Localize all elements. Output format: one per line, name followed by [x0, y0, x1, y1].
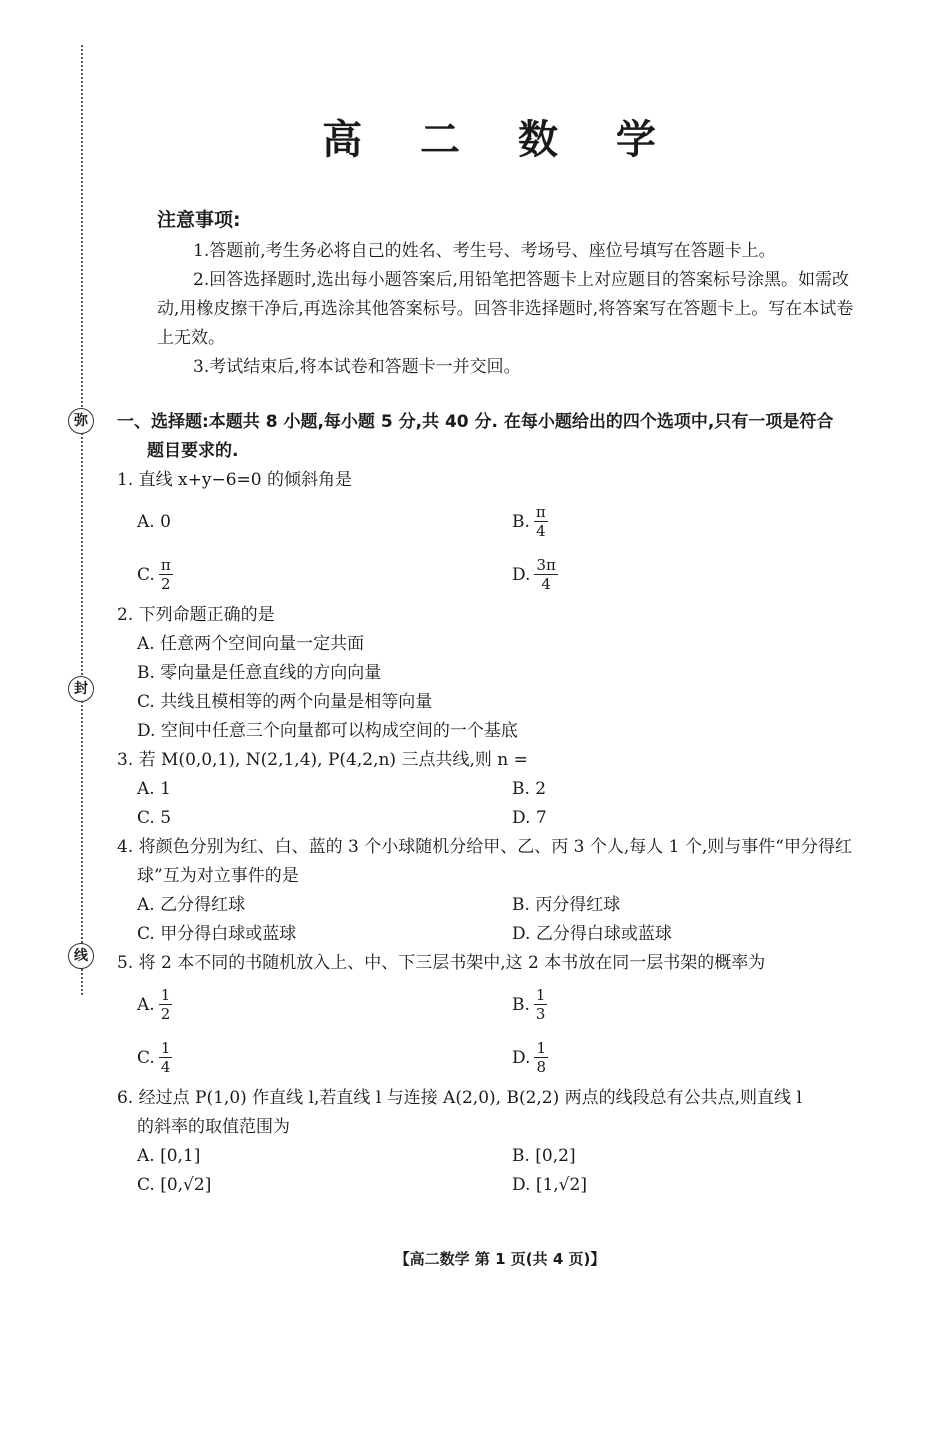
- fraction: [534, 986, 548, 1023]
- q3-option-c: C. 5: [137, 808, 172, 828]
- q6-option-d: D. [1,√2]: [512, 1175, 587, 1195]
- q2-option-c: C. 共线且模相等的两个向量是相等向量: [137, 692, 433, 712]
- q4-option-a: A. 乙分得红球: [137, 895, 246, 915]
- q3-option-a: A. 1: [137, 779, 171, 799]
- notice-item-3: 3.考试结束后,将本试卷和答题卡一并交回。: [193, 357, 521, 377]
- numerator: 1: [535, 986, 546, 1004]
- option-label: D.: [512, 1047, 531, 1068]
- q6-option-b: B. [0,2]: [512, 1146, 576, 1166]
- questions-area: [117, 408, 887, 1200]
- denominator: 8: [536, 1058, 546, 1076]
- section-heading-text: 一、选择题:本题共 8 小题,每小题 5 分,共 40 分. 在每小题给出的四个选项中,只有一项是符合: [117, 412, 834, 432]
- binding-dotted-line: [81, 45, 83, 995]
- option-label: B.: [512, 511, 530, 532]
- page-footer: 【高二数学 第 1 页(共 4 页)】: [394, 1250, 606, 1268]
- denominator: 2: [160, 1005, 171, 1023]
- question-3: 3. 若 M(0,0,1), N(2,1,4), P(4,2,n) 三点共线,则 n =: [117, 750, 528, 770]
- numerator: 1: [160, 986, 171, 1004]
- q5-option-d: [512, 1039, 887, 1076]
- question-2: 2. 下列命题正确的是: [117, 605, 275, 625]
- q2-option-a: A. 任意两个空间向量一定共面: [137, 634, 365, 654]
- q4-option-c: C. 甲分得白球或蓝球: [137, 924, 297, 944]
- option-label: D.: [512, 564, 531, 585]
- seal-feng: 封: [68, 676, 94, 702]
- q6-option-c: C. [0,√2]: [137, 1175, 212, 1195]
- page-title: 高 二 数 学: [322, 117, 678, 163]
- q1-option-a: [137, 512, 512, 532]
- numerator: 1: [160, 1039, 171, 1057]
- notice-item-2: 2.回答选择题时,选出每小题答案后,用铅笔把答题卡上对应题目的答案标号涂黑。如需改动,用橡皮擦干净后,再选涂其他答案标号。回答非选择题时,将答案写在答题卡上。写在本试卷上无效。: [157, 270, 854, 348]
- q3-option-b: B. 2: [512, 779, 547, 799]
- fraction: [534, 503, 548, 540]
- numerator: π: [535, 503, 546, 521]
- question-1: 1. 直线 x+y−6=0 的倾斜角是: [117, 470, 352, 490]
- option-label: B.: [512, 994, 530, 1015]
- section-heading-cont: 题目要求的.: [147, 441, 239, 461]
- denominator: 3: [535, 1005, 546, 1023]
- seal-mi: 弥: [68, 408, 94, 434]
- numerator: π: [160, 556, 171, 574]
- notice-block: [157, 206, 857, 382]
- question-4-cont: 球”互为对立事件的是: [137, 866, 299, 886]
- question-6: 6. 经过点 P(1,0) 作直线 l,若直线 l 与连接 A(2,0), B(2,2) 两点的线段总有公共点,则直线 l: [117, 1088, 802, 1108]
- notice-item-1: 1.答题前,考生务必将自己的姓名、考生号、考场号、座位号填写在答题卡上。: [193, 241, 776, 261]
- section-heading: [117, 408, 887, 466]
- option-label: A.: [137, 994, 155, 1015]
- option-label: C.: [137, 564, 155, 585]
- q3-option-d: D. 7: [512, 808, 547, 828]
- denominator: 4: [541, 575, 551, 593]
- fraction: [534, 556, 557, 593]
- q1-option-c: [137, 556, 512, 593]
- q5-option-b: [512, 986, 887, 1023]
- question-4: 4. 将颜色分别为红、白、蓝的 3 个小球随机分给甲、乙、丙 3 个人,每人 1 个,则与事件“甲分得红: [117, 837, 852, 857]
- seal-xian: 线: [68, 943, 94, 969]
- q4-option-b: B. 丙分得红球: [512, 895, 621, 915]
- q5-option-a: [137, 986, 512, 1023]
- q1-option-b: [512, 503, 887, 540]
- option-label: C.: [137, 1047, 155, 1068]
- q6-option-a: A. [0,1]: [137, 1146, 201, 1166]
- q5-option-c: [137, 1039, 512, 1076]
- fraction: [159, 986, 173, 1023]
- notice-heading: 注意事项:: [157, 209, 241, 231]
- q4-option-d: D. 乙分得白球或蓝球: [512, 924, 672, 944]
- denominator: 2: [160, 575, 171, 593]
- q2-option-b: B. 零向量是任意直线的方向向量: [137, 663, 382, 683]
- numerator: 1: [536, 1039, 546, 1057]
- denominator: 4: [536, 522, 546, 540]
- fraction: [534, 1039, 548, 1076]
- numerator: 3π: [536, 556, 556, 574]
- fraction: [159, 1039, 173, 1076]
- question-6-cont: 的斜率的取值范围为: [137, 1117, 290, 1137]
- q2-option-d: D. 空间中任意三个向量都可以构成空间的一个基底: [137, 721, 518, 741]
- q1-option-d: [512, 556, 887, 593]
- denominator: 4: [160, 1058, 171, 1076]
- question-5: 5. 将 2 本不同的书随机放入上、中、下三层书架中,这 2 本书放在同一层书架的概率为: [117, 953, 766, 973]
- fraction: [159, 556, 173, 593]
- option-text: A. 0: [137, 511, 171, 532]
